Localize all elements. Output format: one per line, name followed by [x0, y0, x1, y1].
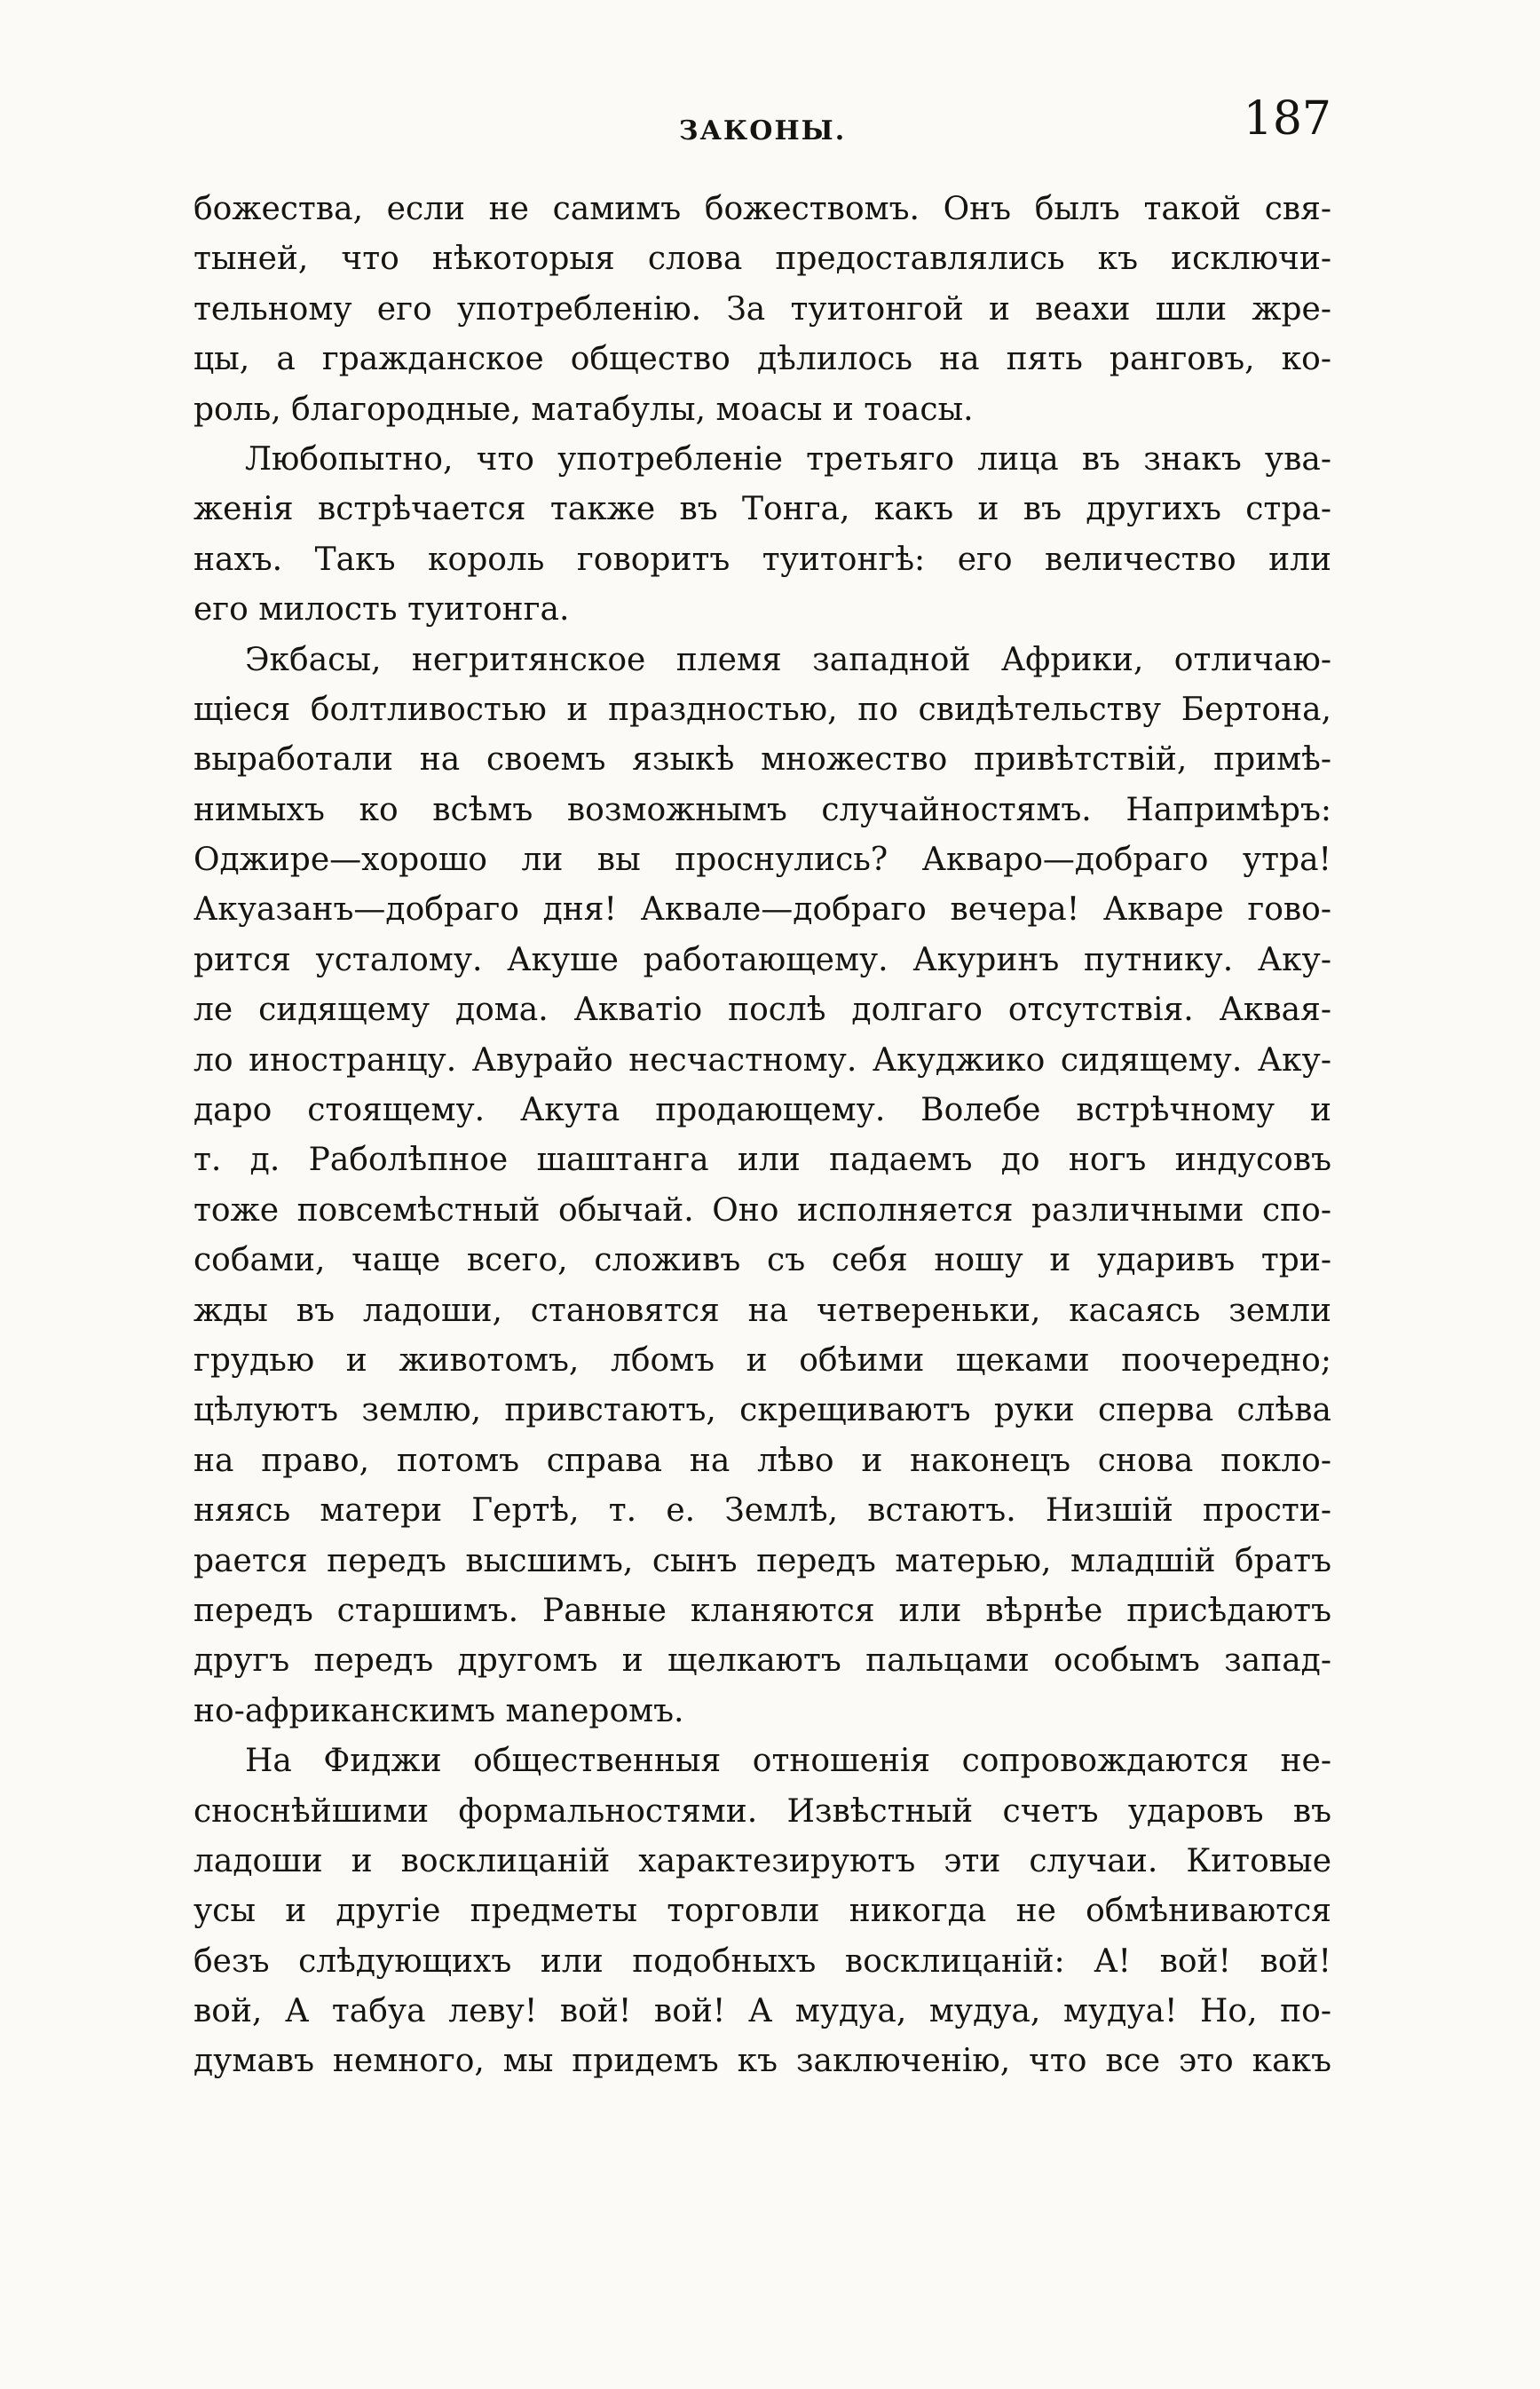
text-line: передъ старшимъ. Равные кланяются или вѣрнѣе присѣдаютъ [193, 1592, 1331, 1629]
text-line: няясь матери Гертѣ, т. е. Землѣ, встаютъ. Низшій прости- [193, 1492, 1331, 1530]
text-line: рится усталому. Акуше работающему. Акуринъ путнику. Аку- [193, 941, 1331, 978]
text-line: т. д. Раболѣпное шаштанга или падаемъ до ногъ индусовъ [193, 1142, 1331, 1179]
text-line: Оджире—хорошо ли вы проснулись? Акваро—добраго утра! [193, 842, 1331, 879]
text-line: вой, А табуа леву! вой! вой! А мудуа, мудуа, мудуа! Но, по- [193, 1993, 1331, 2030]
paragraph [193, 435, 1331, 636]
text-line: но-африканскимъ маneромъ. [193, 1692, 684, 1729]
text-line: нимыхъ ко всѣмъ возможнымъ случайностямъ. Напримѣръ: [193, 791, 1331, 828]
text-line: На Фиджи общественныя отношенія сопровождаются не- [245, 1743, 1331, 1780]
text-line: тельному его употребленію. За туитонгой и веахи шли жре- [193, 290, 1331, 328]
text-line: безъ слѣдующихъ или подобныхъ восклицаній: А! вой! вой! [193, 1942, 1331, 1980]
text-line: божества, если не самимъ божествомъ. Онъ былъ такой свя- [193, 191, 1331, 227]
text-line: жды въ ладоши, становятся на четвереньки, касаясь земли [193, 1292, 1331, 1329]
text-line: ло иностранцу. Авурайо несчастному. Акуджико сидящему. Аку- [193, 1041, 1331, 1079]
text-line: женія встрѣчается также въ Тонга, какъ и въ другихъ стра- [193, 491, 1331, 528]
text-line: тыней, что нѣкоторыя слова предоставлялись къ исключи- [193, 241, 1331, 278]
page-header [193, 92, 1331, 167]
text-line: его милость туитонга. [193, 591, 570, 629]
text-line: Любопытно, что употребленіе третьяго лица въ знакъ ува- [245, 440, 1331, 478]
text-line: цы, а гражданское общество дѣлилось на пять ранговъ, ко- [193, 341, 1331, 378]
text-line: грудью и животомъ, лбомъ и обѣими щеками поочередно; [193, 1341, 1331, 1379]
text-line: тоже повсемѣстный обычай. Оно исполняется различными спо- [193, 1191, 1331, 1229]
paragraph [193, 1736, 1331, 2087]
text-line: думавъ немного, мы придемъ къ заключенію, что все это какъ [193, 2043, 1331, 2080]
text-line: ле сидящему дома. Акватіо послѣ долгаго отсутствія. Аквая- [193, 992, 1331, 1029]
text-line: собами, чаще всего, сложивъ съ себя ношу и ударивъ три- [193, 1242, 1331, 1279]
text-line: рается передъ высшимъ, сынъ передъ матерью, младшій братъ [193, 1542, 1331, 1579]
text-line: выработали на своемъ языкѣ множество привѣтствій, примѣ- [193, 741, 1331, 779]
text-line: даро стоящему. Акута продающему. Волебе встрѣчному и [193, 1092, 1331, 1129]
running-title: ЗАКОНЫ. [678, 115, 847, 146]
page-number: 187 [1243, 92, 1331, 146]
text-line: нахъ. Такъ король говоритъ туитонгѣ: его величество или [193, 541, 1331, 578]
text-line: Акуазанъ—добраго дня! Аквале—добраго вечера! Акваре гово- [193, 891, 1331, 929]
text-line: усы и другіе предметы торговли никогда не обмѣниваются [193, 1893, 1331, 1930]
text-line: щіеся болтливостью и праздностью, по свидѣтельству Бертона, [193, 691, 1331, 728]
text-line: другъ передъ другомъ и щелкаютъ пальцами особымъ запад- [193, 1642, 1331, 1680]
body-text [193, 185, 1331, 2087]
text-line: Экбасы, негритянское племя западной Африки, отличаю- [245, 641, 1331, 678]
text-line: ладоши и восклицаній характезируютъ эти случаи. Китовые [193, 1842, 1331, 1879]
text-line: на право, потомъ справа на лѣво и наконецъ снова покло- [193, 1442, 1331, 1479]
text-line: сноснѣйшими формальностями. Извѣстный счетъ ударовъ въ [193, 1792, 1331, 1830]
paragraph [193, 185, 1331, 435]
paragraph [193, 636, 1331, 1737]
text-line: роль, благородные, матабулы, моасы и тоасы. [193, 391, 974, 428]
text-line: цѣлуютъ землю, привстаютъ, скрещиваютъ руки сперва слѣва [193, 1392, 1331, 1429]
